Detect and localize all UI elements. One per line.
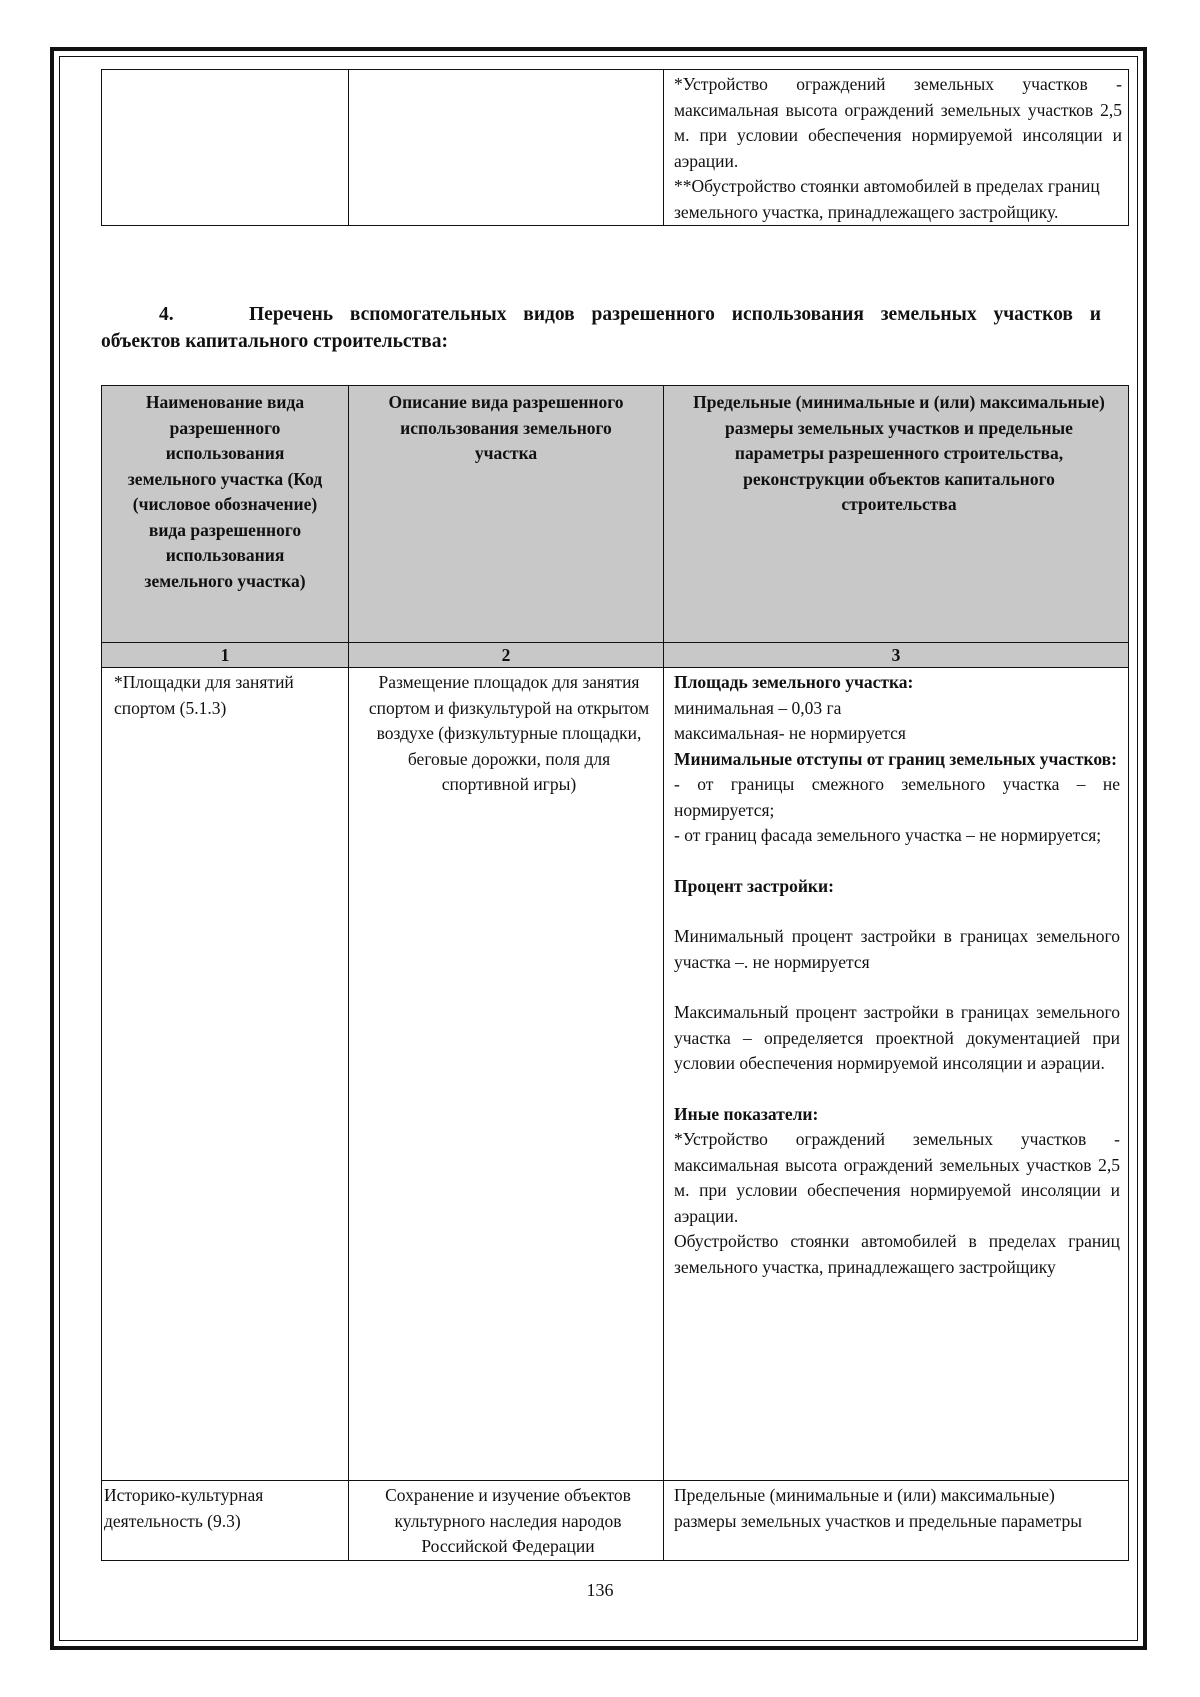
- fence-text: *Устройство ограждений земельных участков - максимальная высота ограждений земельных участков 2,5 м. при условии обеспечения нормируемой инсоляции и аэрации.: [674, 74, 1122, 171]
- table-header-row: [102, 386, 1129, 643]
- percent-max: Максимальный процент застройки в границах земельного участка – определяется проектной документацией при условии обеспечения нормируемой инсоляции и аэрации.: [674, 1002, 1120, 1073]
- use-limits-cell: Предельные (минимальные и (или) максимальные) размеры земельных участков и предельные параметры: [664, 1481, 1129, 1561]
- other-1: *Устройство ограждений земельных участков - максимальная высота ограждений земельных участков 2,5 м. при условии обеспечения нормируемой инсоляции и аэрации.: [674, 1129, 1120, 1226]
- table-row: [102, 70, 1129, 226]
- area-title: Площадь земельного участка:: [674, 672, 914, 692]
- other-2: Обустройство стоянки автомобилей в пределах границ земельного участка, принадлежащего застройщику: [674, 1231, 1120, 1277]
- parking-text: **Обустройство стоянки автомобилей в пределах границ земельного участка, принадлежащего застройщику.: [674, 176, 1100, 222]
- setback-title: Минимальные отступы от границ земельных участков:: [674, 748, 1117, 769]
- percent-title: Процент застройки:: [674, 875, 834, 896]
- area-max: максимальная- не нормируется: [674, 723, 906, 743]
- setback-1: - от границы смежного земельного участка – не нормируется;: [674, 774, 1120, 820]
- section-number: 4.: [159, 304, 174, 325]
- header-col-1: Наименование вида разрешенного использования земельного участка (Код (числовое обозначение) вида разрешенного использования земельного участка): [102, 386, 349, 643]
- header-col-3: Предельные (минимальные и (или) максимальные) размеры земельных участков и предельные параметры разрешенного строительства, реконструкции объектов капитального строительства: [664, 386, 1129, 643]
- area-min: минимальная – 0,03 га: [674, 697, 842, 718]
- percent-min: Минимальный процент застройки в границах земельного участка –. не нормируется: [674, 926, 1120, 972]
- continued-table: [101, 69, 1129, 226]
- table-row: [102, 668, 1129, 1481]
- use-description-cell: Сохранение и изучение объектов культурного наследия народов Российской Федерации: [349, 1481, 664, 1561]
- table-row: [102, 1481, 1129, 1561]
- column-number-row: [102, 643, 1129, 668]
- page-number: 136: [586, 1580, 614, 1600]
- use-name-cell: Историко-культурная деятельность (9.3): [102, 1481, 349, 1561]
- limits-cell: [664, 70, 1129, 226]
- section-title: Перечень вспомогательных видов разрешенного использования земельных участков и объектов капитального строительства:: [101, 304, 1101, 352]
- column-number-2: 2: [349, 643, 664, 668]
- setback-2: - от границ фасада земельного участка – не нормируется;: [674, 825, 1102, 845]
- use-name-cell: *Площадки для занятий спортом (5.1.3): [102, 668, 349, 1481]
- empty-cell: [102, 70, 349, 226]
- column-number-1: 1: [102, 643, 349, 668]
- auxiliary-uses-table: [101, 385, 1129, 1561]
- header-col-2: Описание вида разрешенного использования земельного участка: [349, 386, 664, 643]
- section-heading: [101, 301, 1101, 355]
- use-description-cell: Размещение площадок для занятия спортом и физкультурой на открытом воздухе (физкультурные площадки, беговые дорожки, поля для спортивной игры): [349, 668, 664, 1481]
- other-title: Иные показатели:: [674, 1103, 819, 1124]
- empty-cell: [349, 70, 664, 226]
- use-limits-cell: [664, 668, 1129, 1481]
- column-number-3: 3: [664, 643, 1129, 668]
